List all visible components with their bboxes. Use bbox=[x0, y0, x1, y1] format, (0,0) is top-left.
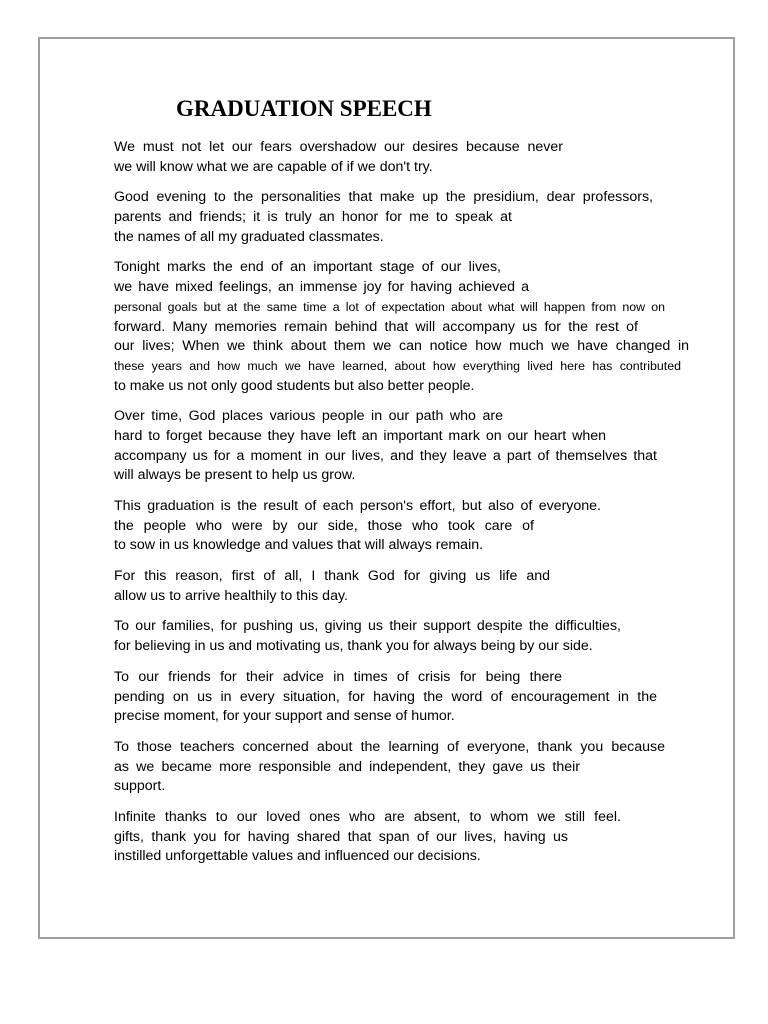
text-line: To our friends for their advice in times of crisis for being there bbox=[114, 668, 562, 685]
paragraph bbox=[114, 138, 694, 177]
text-line: to make us not only good students but also better people. bbox=[114, 377, 475, 394]
text-line: For this reason, first of all, I thank God for giving us life and bbox=[114, 568, 550, 585]
text-line: To our families, for pushing us, giving us their support despite the difficulties, bbox=[114, 618, 621, 635]
text-line: gifts, thank you for having shared that span of our lives, having us bbox=[114, 828, 568, 845]
paragraph bbox=[114, 258, 694, 396]
paragraph bbox=[114, 497, 694, 556]
text-line: instilled unforgettable values and influenced our decisions. bbox=[114, 848, 481, 865]
text-line: the names of all my graduated classmates. bbox=[114, 228, 384, 245]
document-body bbox=[114, 138, 694, 878]
document-title: GRADUATION SPEECH bbox=[176, 96, 432, 121]
text-line: accompany us for a moment in our lives, and they leave a part of themselves that bbox=[114, 447, 657, 464]
text-line: parents and friends; it is truly an honor for me to speak at bbox=[114, 209, 512, 226]
text-line: pending on us in every situation, for having the word of encouragement in the bbox=[114, 688, 657, 705]
text-line: This graduation is the result of each person's effort, but also of everyone. bbox=[114, 498, 601, 514]
text-line: Over time, God places various people in our path who are bbox=[114, 408, 503, 425]
paragraph bbox=[114, 668, 694, 727]
text-line: allow us to arrive healthily to this day. bbox=[114, 587, 348, 604]
text-line: Infinite thanks to our loved ones who are absent, to whom we still feel. bbox=[114, 808, 621, 825]
text-line: we will know what we are capable of if we don't try. bbox=[114, 158, 433, 175]
text-line: will always be present to help us grow. bbox=[114, 467, 356, 484]
paragraph bbox=[114, 808, 694, 867]
text-line: as we became more responsible and independent, they gave us their bbox=[114, 758, 580, 775]
paragraph bbox=[114, 567, 694, 606]
text-line: personal goals but at the same time a lot of expectation about what will happen from now on bbox=[114, 299, 665, 314]
text-line: we have mixed feelings, an immense joy for having achieved a bbox=[114, 279, 529, 296]
text-line: We must not let our fears overshadow our desires because never bbox=[114, 139, 563, 155]
text-line: support. bbox=[114, 778, 166, 795]
text-line: our lives; When we think about them we can notice how much we have changed in bbox=[114, 338, 689, 355]
text-line: To those teachers concerned about the learning of everyone, thank you because bbox=[114, 738, 665, 755]
text-line: forward. Many memories remain behind that will accompany us for the rest of bbox=[114, 318, 638, 335]
paragraph bbox=[114, 617, 694, 656]
paragraph bbox=[114, 407, 694, 486]
text-line: the people who were by our side, those who took care of bbox=[114, 517, 534, 534]
text-line: to sow in us knowledge and values that will always remain. bbox=[114, 537, 484, 554]
text-line: these years and how much we have learned, about how everything lived here has contributed bbox=[114, 358, 681, 373]
text-line: for believing in us and motivating us, thank you for always being by our side. bbox=[114, 638, 593, 655]
text-line: hard to forget because they have left an important mark on our heart when bbox=[114, 427, 606, 444]
paragraph bbox=[114, 188, 694, 247]
paragraph bbox=[114, 738, 694, 797]
text-line: Tonight marks the end of an important stage of our lives, bbox=[114, 259, 501, 276]
text-line: Good evening to the personalities that make up the presidium, dear professors, bbox=[114, 189, 653, 206]
text-line: precise moment, for your support and sense of humor. bbox=[114, 708, 455, 725]
